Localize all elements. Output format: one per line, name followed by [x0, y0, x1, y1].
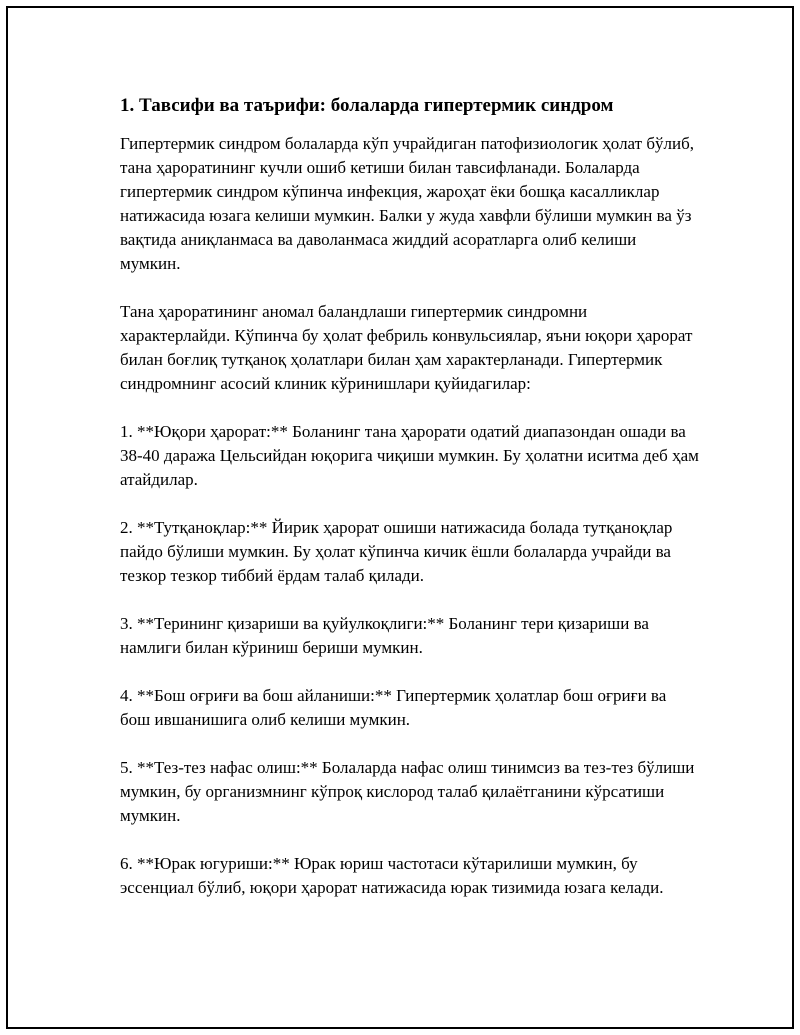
document-page — [6, 6, 794, 1029]
symptom-heart-rate: 6. **Юрак югуриши:** Юрак юриш частотаси кўтарилиши мумкин, бу эссенциал бўлиб, юқори ҳарорат натижасида юрак тизимида юзага келади. — [120, 854, 664, 897]
symptom-rapid-breathing: 5. **Тез-тез нафас олиш:** Болаларда нафас олиш тинимсиз ва тез-тез бўлиши мумкин, бу организмнинг кўпроқ кислород талаб қилаётганини кўрсатиши мумкин. — [120, 758, 695, 825]
symptom-skin-redness: 3. **Терининг қизариши ва қуйулкоқлиги:** Боланинг тери қизариши ва намлиги билан кўриниш бериши мумкин. — [120, 614, 649, 657]
section-title: 1. Тавсифи ва таърифи: болаларда гипертермик синдром — [120, 95, 614, 116]
document-body — [120, 93, 700, 924]
symptoms-intro-paragraph: Тана ҳароратининг аномал баландлаши гипертермик синдромни характерлайди. Кўпинча бу ҳолат фебриль конвульсиялар, яъни юқори ҳарорат билан боғлиқ тутқаноқ ҳолатлари билан ҳам характерланади. Гипертермик синдромнинг асосий клиник кўринишлари қуйидагилар: — [120, 302, 693, 393]
symptom-seizures: 2. **Тутқаноқлар:** Йирик ҳарорат ошиши натижасида болада тутқаноқлар пайдо бўлиши мумкин. Бу ҳолат кўпинча кичик ёшли болаларда учрайди ва тезкор тезкор тиббий ёрдам талаб қилади. — [120, 518, 673, 585]
intro-paragraph: Гипертермик синдром болаларда кўп учрайдиган патофизиологик ҳолат бўлиб, тана ҳароратининг кучли ошиб кетиши билан тавсифланади. Болаларда гипертермик синдром кўпинча инфекция, жароҳат ёки бошқа касалликлар натижасида юзага келиши мумкин. Балки у жуда хавфли бўлиши мумкин ва ўз вақтида аниқланмаса ва даволанмаса жиддий асоратларга олиб келиши мумкин. — [120, 134, 694, 273]
symptom-headache-dizziness: 4. **Бош оғриғи ва бош айланиши:** Гипертермик ҳолатлар бош оғриғи ва бош ившанишига олиб келиши мумкин. — [120, 686, 667, 729]
symptom-high-temperature: 1. **Юқори ҳарорат:** Боланинг тана ҳарорати одатий диапазондан ошади ва 38-40 даража Цельсийдан юқорига чиқиши мумкин. Бу ҳолатни иситма деб ҳам атайдилар. — [120, 422, 699, 489]
